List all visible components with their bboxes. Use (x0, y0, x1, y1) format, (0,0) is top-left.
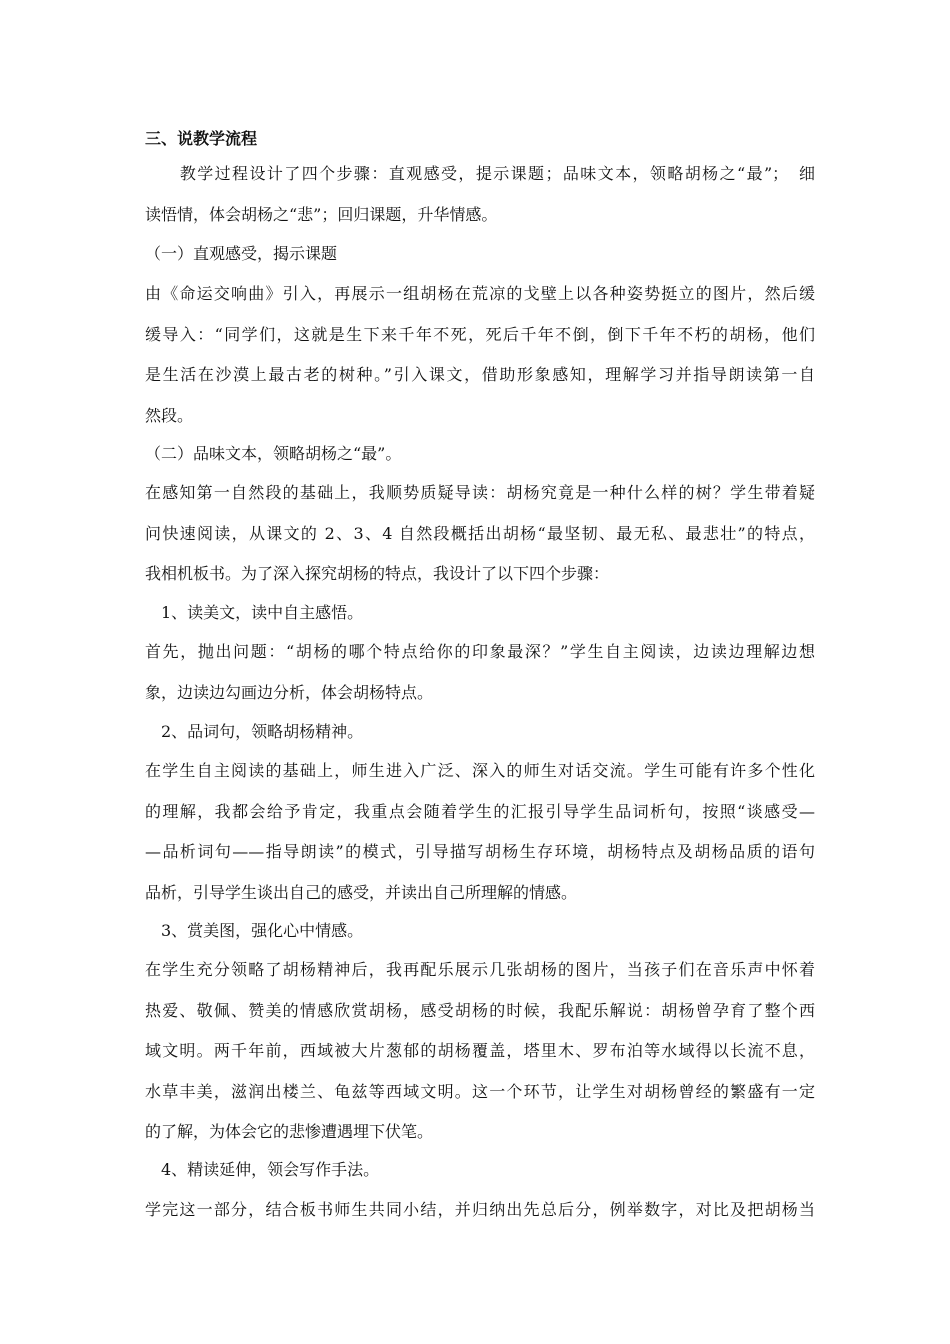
paragraph-line: 的了解，为体会它的悲惨遭遇埋下伏笔。 (145, 1122, 434, 1141)
paragraph-line: 的理解，我都会给予肯定，我重点会随着学生的汇报引导学生品词析句，按照“谈感受— (145, 802, 815, 821)
paragraph-line: 域文明。两千年前，西域被大片葱郁的胡杨覆盖，塔里木、罗布泊等水域得以长流不息， (145, 1041, 815, 1060)
paragraph-line: 读悟情，体会胡杨之“悲”；回归课题，升华情感。 (145, 205, 498, 224)
paragraph-line: 在学生自主阅读的基础上，师生进入广泛、深入的师生对话交流。学生可能有许多个性化 (145, 761, 815, 780)
paragraph-line: 象，边读边勾画边分析，体会胡杨特点。 (145, 683, 434, 702)
paragraph-line: 问快速阅读，从课文的 2、3、4 自然段概括出胡杨“最坚韧、最无私、最悲壮”的特点， (145, 524, 815, 543)
paragraph-line: 水草丰美，滋润出楼兰、龟兹等西域文明。这一个环节，让学生对胡杨曾经的繁盛有一定 (145, 1082, 815, 1101)
subheading: （一）直观感受，揭示课题 (145, 244, 338, 263)
paragraph-line: 品析，引导学生谈出自己的感受，并读出自己所理解的情感。 (145, 883, 578, 902)
paragraph-line: 热爱、敬佩、赞美的情感欣赏胡杨，感受胡杨的时候，我配乐解说：胡杨曾孕育了整个西 (145, 1001, 815, 1020)
paragraph-line: 首先，抛出问题：“胡杨的哪个特点给你的印象最深？”学生自主阅读，边读边理解边想 (145, 642, 815, 661)
paragraph-line: 在学生充分领略了胡杨精神后，我再配乐展示几张胡杨的图片，当孩子们在音乐声中怀着 (145, 960, 815, 979)
paragraph-line: 我相机板书。为了深入探究胡杨的特点，我设计了以下四个步骤： (145, 564, 610, 583)
paragraph-line: 是生活在沙漠上最古老的树种。”引入课文，借助形象感知，理解学习并指导朗读第一自 (145, 365, 815, 384)
step-heading: 4、精读延伸，领会写作手法。 (145, 1160, 380, 1179)
subheading: （二）品味文本，领略胡杨之“最”。 (145, 444, 402, 463)
paragraph-line: 缓导入：“同学们，这就是生下来千年不死，死后千年不倒，倒下千年不朽的胡杨，他们 (145, 325, 815, 344)
section-heading: 三、说教学流程 (145, 129, 258, 148)
step-heading: 1、读美文，读中自主感悟。 (145, 603, 364, 622)
step-heading: 3、赏美图，强化心中情感。 (145, 921, 364, 940)
paragraph-line: 在感知第一自然段的基础上，我顺势质疑导读：胡杨究竟是一种什么样的树？学生带着疑 (145, 483, 815, 502)
step-heading: 2、品词句，领略胡杨精神。 (145, 722, 364, 741)
paragraph-line: 由《命运交响曲》引入，再展示一组胡杨在荒凉的戈壁上以各种姿势挺立的图片，然后缓 (145, 284, 815, 303)
paragraph-line: —品析词句——指导朗读”的模式，引导描写胡杨生存环境，胡杨特点及胡杨品质的语句 (145, 842, 815, 861)
paragraph-line: 教学过程设计了四个步骤：直观感受，提示课题；品味文本，领略胡杨之“最”； 细 (145, 164, 815, 183)
paragraph-line: 学完这一部分，结合板书师生共同小结，并归纳出先总后分，例举数字，对比及把胡杨当 (145, 1200, 815, 1219)
paragraph-line: 然段。 (145, 406, 194, 425)
